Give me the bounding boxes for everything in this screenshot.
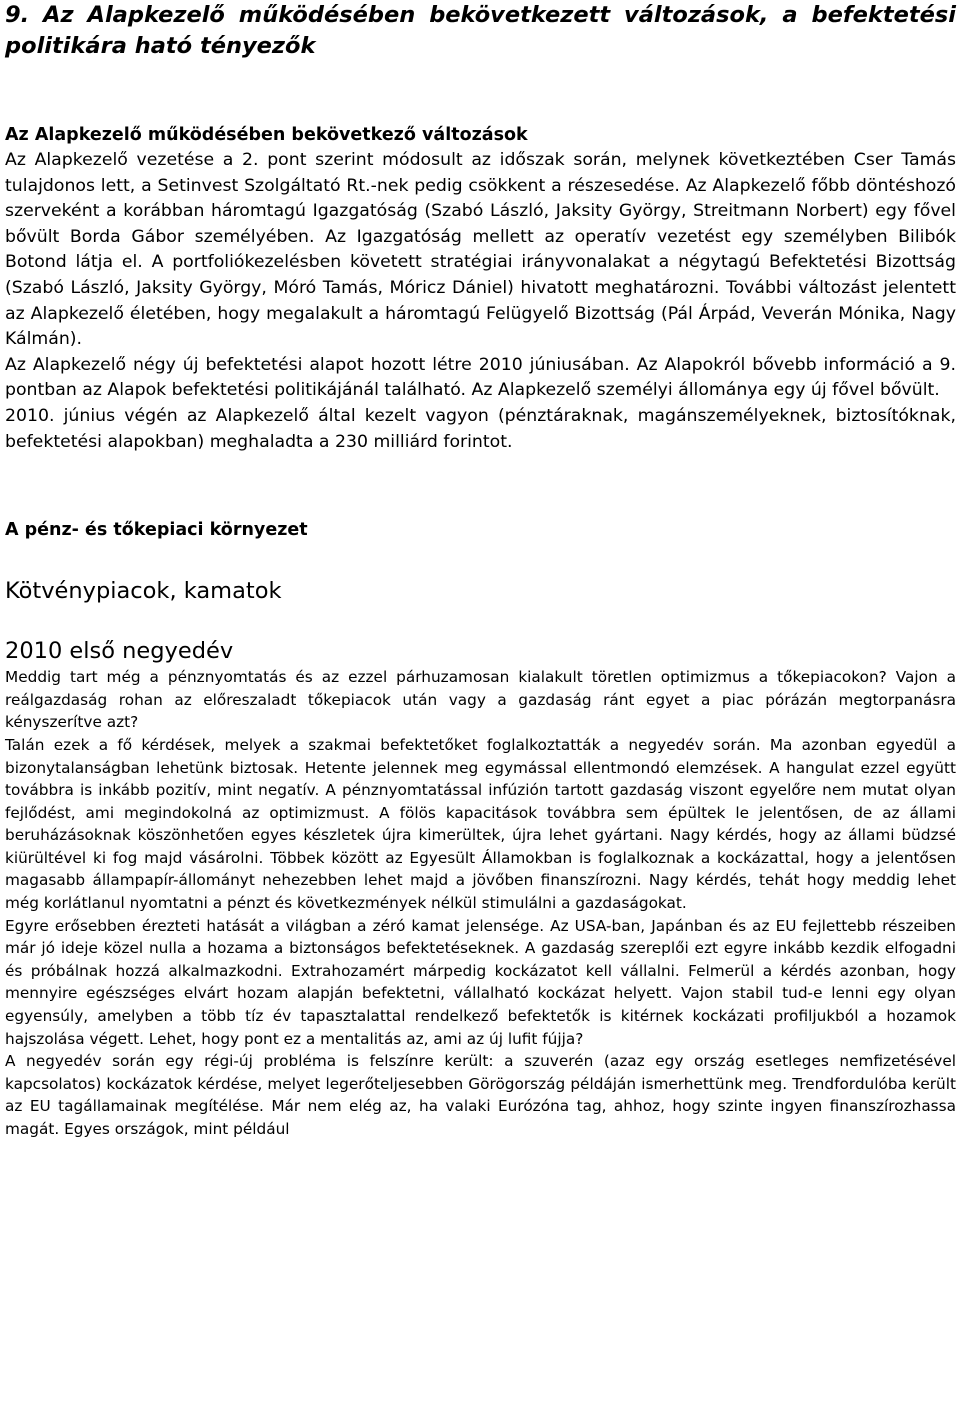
document-page <box>5 0 956 1141</box>
subheading-bond-markets: Kötvénypiacok, kamatok <box>5 578 282 605</box>
subheading-period: 2010 első negyedév <box>5 638 234 665</box>
paragraph-assets-under-management: 2010. június végén az Alapkezelő által kezelt vagyon (pénztáraknak, magánszemélyeknek, biztosítóknak, befektetési alapokban) meghaladta a 230 milliárd forintot. <box>5 405 956 452</box>
paragraph-market-uncertainty: Talán ezek a fő kérdések, melyek a szakmai befektetőket foglalkoztatták a negyedév során. Ma azonban egyedül a bizonytalanságban lehetünk biztosak. Hetente jelennek meg egymással ellentmondó elemzések. A hangulat ezzel együtt továbbra is inkább pozitív, mint negatív. A pénznyomtatással infúzión tartott gazdaság viszont egyelőre nem mutat olyan fejlődést, ami megindokolná az optimizmust. A fölös kapacitások továbbra sem épültek le jelentősen, de az állami beruházásoknak köszönhetően egyes készletek újra kimerültek, újra lehet gyártani. Nagy kérdés, hogy az állami büdzsé kiürültével ki fog majd vásárolni. Többek között az Egyesült Államokban is foglalkoznak a kockázattal, hogy a jelentősen magasabb állampapír-állományt nehezebben lehet majd a jövőben finanszírozni. Nagy kérdés, tehát hogy meddig lehet még korlátlanul nyomtatni a pénzt és következmények nélkül stimulálni a gazdaságokat. <box>5 735 956 913</box>
section-heading-changes: Az Alapkezelő működésében bekövetkező változások <box>5 125 528 145</box>
section-heading-market-environment: A pénz- és tőkepiaci környezet <box>5 520 308 541</box>
chapter-title: 9. Az Alapkezelő működésében bekövetkezett változások, a befektetési politikára ható tényezők <box>5 2 956 59</box>
paragraph-new-funds: Az Alapkezelő négy új befektetési alapot hozott létre 2010 júniusában. Az Alapokról bővebb információ a 9. pontban az Alapok befektetési politikájánál található. Az Alapkezelő személyi állománya egy új fővel bővült. <box>5 354 956 401</box>
paragraph-zero-rate: Egyre erősebben érezteti hatását a világban a zéró kamat jelensége. Az USA-ban, Japánban és az EU fejlettebb részeiben már jó ideje közel nulla a hozama a biztonságos befektetéseknek. A gazdaság szereplői ezt egyre inkább kezdik elfogadni és próbálnak hozzá alkalmazkodni. Extrahozamért márpedig kockázatot kell vállalni. Felmerül a kérdés azonban, hogy mennyire egészséges elvárt hozam alapján befektetni, vállalható kockázat helyett. Vajon stabil tud-e lenni egy olyan egyensúly, amelyben a több tíz év tapasztalattal rendelkező befektetők is kitérnek kockázati profiljukból a hozamok hajszolása végett. Lehet, hogy pont ez a mentalitás az, ami az új lufit fújja? <box>5 916 956 1048</box>
paragraph-market-question: Meddig tart még a pénznyomtatás és az ezzel párhuzamosan kialakult töretlen optimizmus a tőkepiacokon? Vajon a reálgazdaság rohan az előreszaladt tőkepiacok után vagy a gazdaság ránt egyet a piac pórázán megtorpanásra kényszerítve azt? <box>5 668 956 732</box>
paragraph-sovereign-risk: A negyedév során egy régi-új probléma is felszínre került: a szuverén (azaz egy ország esetleges nemfizetésével kapcsolatos) kockázatok kérdése, melyet legerőteljesebben Görögország példáján ismerhettünk meg. Trendfordulóba került az EU tagállamainak megítélése. Már nem elég az, ha valaki Eurózóna tag, ahhoz, hogy szinte ingyen finanszírozhassa magát. Egyes országok, mint például <box>5 1052 956 1138</box>
paragraph-management-changes: Az Alapkezelő vezetése a 2. pont szerint módosult az időszak során, melynek következtében Cser Tamás tulajdonos lett, a Setinvest Szolgáltató Rt.-nek pedig csökkent a részesedése. Az Alapkezelő főbb döntéshozó szerveként a korábban háromtagú Igazgatóság (Szabó László, Jaksity György, Streitmann Norbert) egy fővel bővült Borda Gábor személyében. Az Igazgatóság mellett az operatív vezetést egy személyben Bilibók Botond látja el. A portfoliókezelésben követett stratégiai irányvonalakat a négytagú Befektetési Bizottság (Szabó László, Jaksity György, Móró Tamás, Móricz Dániel) hivatott meghatározni. További változást jelentett az Alapkezelő életében, hogy megalakult a háromtagú Felügyelő Bizottság (Pál Árpád, Veverán Mónika, Nagy Kálmán). <box>5 150 956 350</box>
